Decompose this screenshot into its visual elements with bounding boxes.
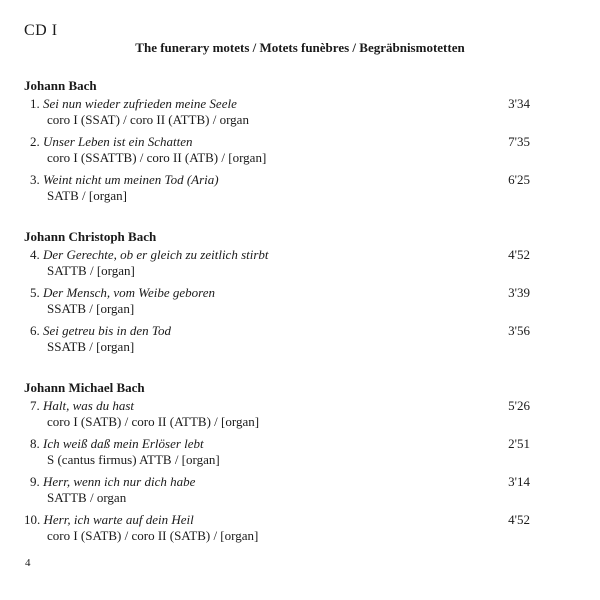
- track-duration: 3'14: [508, 474, 530, 489]
- track-number: 5.: [30, 285, 40, 300]
- track-item: [30, 398, 530, 430]
- track-item: [30, 285, 530, 317]
- track-item: [30, 96, 530, 128]
- track-title: Herr, ich warte auf dein Heil: [43, 512, 194, 527]
- track-number: 9.: [30, 474, 40, 489]
- track-title: Unser Leben ist ein Schatten: [43, 134, 193, 149]
- track-title: Sei nun wieder zufrieden meine Seele: [43, 96, 237, 111]
- track-duration: 4'52: [508, 247, 530, 262]
- composer-heading: Johann Christoph Bach: [24, 229, 157, 244]
- track-number: 2.: [30, 134, 40, 149]
- track-item: [30, 436, 530, 468]
- track-scoring: coro I (SATB) / coro II (ATTB) / [organ]: [47, 414, 260, 429]
- track-item: [30, 172, 530, 204]
- track-duration: 4'52: [508, 512, 530, 527]
- track-duration: 3'39: [508, 285, 530, 300]
- track-number: 4.: [30, 247, 40, 262]
- page-number: 4: [25, 557, 31, 569]
- track-item: [24, 512, 530, 544]
- track-scoring: SSATB / [organ]: [47, 339, 135, 354]
- track-title: Ich weiß daß mein Erlöser lebt: [43, 436, 204, 451]
- track-item: [30, 323, 530, 355]
- track-scoring: coro I (SSATTB) / coro II (ATB) / [organ]: [47, 150, 267, 165]
- track-item: [30, 474, 530, 506]
- track-title: Halt, was du hast: [43, 398, 135, 413]
- track-scoring: coro I (SATB) / coro II (SATB) / [organ]: [47, 528, 259, 543]
- track-title: Der Gerechte, ob er gleich zu zeitlich stirbt: [43, 247, 269, 262]
- track-title: Der Mensch, vom Weibe geboren: [43, 285, 215, 300]
- track-title: Weint nicht um meinen Tod (Aria): [43, 172, 219, 187]
- track-scoring: SATB / [organ]: [47, 188, 127, 203]
- track-number: 10.: [24, 512, 41, 527]
- track-number: 1.: [30, 96, 40, 111]
- track-scoring: coro I (SSAT) / coro II (ATTB) / organ: [47, 112, 249, 127]
- track-scoring: SATTB / organ: [47, 490, 127, 505]
- track-duration: 2'51: [508, 436, 530, 451]
- track-duration: 6'25: [508, 172, 530, 187]
- track-number: 3.: [30, 172, 40, 187]
- track-duration: 3'34: [508, 96, 530, 111]
- composer-heading: Johann Bach: [24, 78, 97, 93]
- page-title: The funerary motets / Motets funèbres / Begräbnismotetten: [135, 40, 465, 55]
- track-title: Sei getreu bis in den Tod: [43, 323, 171, 338]
- track-number: 6.: [30, 323, 40, 338]
- track-duration: 5'26: [508, 398, 530, 413]
- track-duration: 3'56: [508, 323, 530, 338]
- track-scoring: SATTB / [organ]: [47, 263, 135, 278]
- track-item: [30, 134, 530, 166]
- track-scoring: S (cantus firmus) ATTB / [organ]: [47, 452, 220, 467]
- cd-label: CD I: [24, 22, 58, 39]
- track-title: Herr, wenn ich nur dich habe: [43, 474, 196, 489]
- track-number: 7.: [30, 398, 40, 413]
- track-number: 8.: [30, 436, 40, 451]
- track-item: [30, 247, 530, 279]
- track-duration: 7'35: [508, 134, 530, 149]
- track-scoring: SSATB / [organ]: [47, 301, 135, 316]
- composer-heading: Johann Michael Bach: [24, 380, 145, 395]
